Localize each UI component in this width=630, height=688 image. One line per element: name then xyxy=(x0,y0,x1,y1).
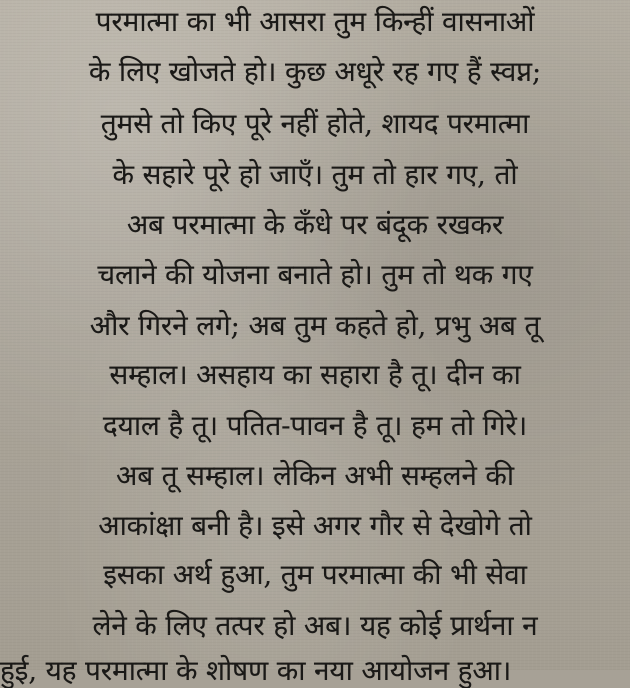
passage-line-1: परमात्मा का भी आसरा तुम किन्हीं वासनाओं xyxy=(95,5,535,38)
passage-line-4: के सहारे पूरे हो जाएँ। तुम तो हार गए, तो xyxy=(112,158,518,191)
passage-line-2: के लिए खोजते हो। कुछ अधूरे रह गए हैं स्वप्न; xyxy=(88,55,542,88)
passage-line-6: चलाने की योजना बनाते हो। तुम तो थक गए xyxy=(97,258,533,291)
passage-line-12: इसका अर्थ हुआ, तुम परमात्मा की भी सेवा xyxy=(103,558,527,591)
passage-line-13: लेने के लिए तत्पर हो अब। यह कोई प्रार्थना न xyxy=(92,609,538,642)
passage-line-10: अब तू सम्हाल। लेकिन अभी सम्हलने की xyxy=(116,459,514,492)
passage-line-5: अब परमात्मा के कँधे पर बंदूक रखकर xyxy=(126,208,504,241)
passage-line-14: हुई, यह परमात्मा के शोषण का नया आयोजन हुआ। xyxy=(0,654,512,687)
passage-line-8: सम्हाल। असहाय का सहारा है तू। दीन का xyxy=(109,358,521,391)
passage-line-11: आकांक्षा बनी है। इसे अगर गौर से देखोगे तो xyxy=(98,509,532,542)
passage-line-7: और गिरने लगे; अब तुम कहते हो, प्रभु अब तू xyxy=(89,309,541,342)
passage-line-9: दयाल है तू। पतित-पावन है तू। हम तो गिरे। xyxy=(102,409,528,442)
passage-line-3: तुमसे तो किए पूरे नहीं होते, शायद परमात्मा xyxy=(100,107,530,140)
